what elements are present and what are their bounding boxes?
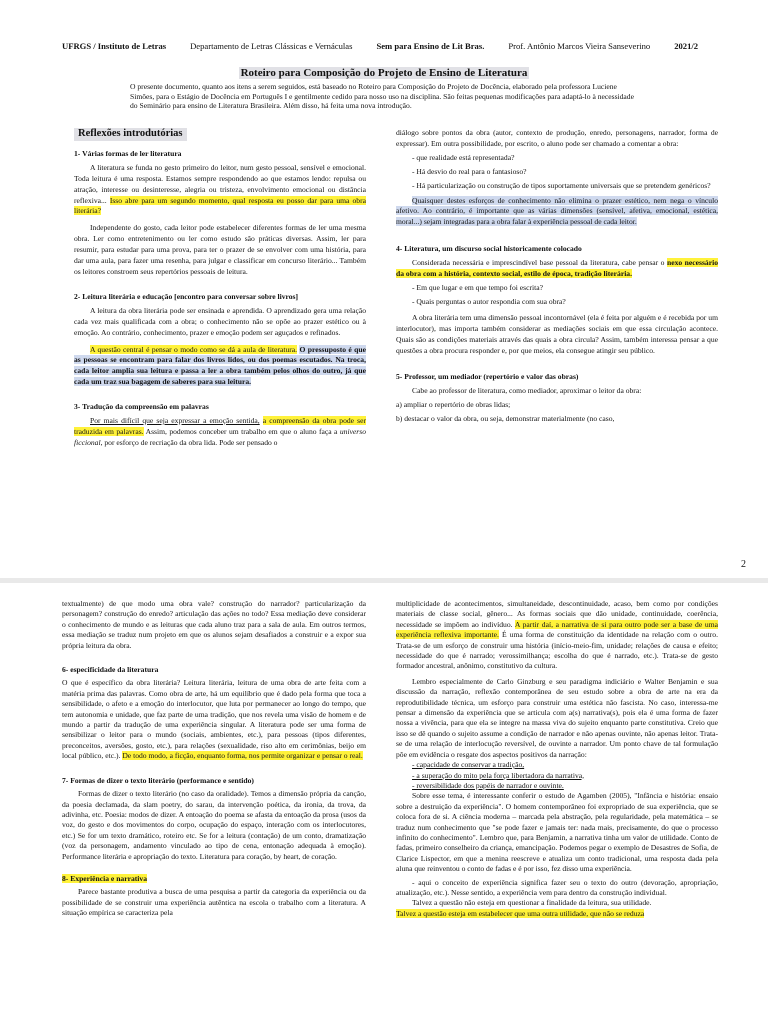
page2-right-column <box>396 599 718 919</box>
paragraph: - aqui o conceito de experiência significa fazer seu o texto do outro (devoração, apropriação, atualização, etc.). Nesse sentido, a experiência vem para dentro da construção individual. <box>396 877 718 897</box>
list-item: - Há particularização ou construção de tipos suportamente universais que se pretendem genéricos? <box>412 180 711 190</box>
paragraph: A obra literária tem uma dimensão pessoal incontornável (ela é feita por alguém e é recebida por um interlocutor), mas importa também considerar as mediações sociais em que essa circulação acontece. Quais são as condições materiais através das quais a obra circula? Assim, também interessa pensar a que questões a obra procura responder e, por que meios, ela consegue atingir seu público. <box>396 312 718 355</box>
list-item: - Há desvio do real para o fantasioso? <box>412 166 527 176</box>
heading-7: 7- Formas de dizer o texto literário (performance e sentido) <box>62 775 254 785</box>
list-item: - Em que lugar e em que tempo foi escrita? <box>412 282 543 292</box>
paragraph: diálogo sobre pontos da obra (autor, contexto de produção, enredo, personagens, narrador, forma de expressar). Em outra possibilidade, por escrito, o aluno pode ser chamado a comentar a obra: <box>396 128 718 148</box>
paragraph: textualmente) de que modo uma obra vale? construção do narrador? particularização da personagem? construção do enredo? articulação das ações no todo? Essa mediação deve considerar o conhecimento de mundo e as leituras que cada aluno traz para a sala de aula. Em outros termos, essa mediação se traduz num projeto em que os alunos sejam desafiados a construir e a expor sua própria leitura da obra. <box>62 599 366 650</box>
paragraph: Por mais difícil que seja expressar a emoção sentida, a compreensão da obra pode ser traduzida em palavras. Assim, podemos conceber um trabalho em que o aluno faça a universo ficcional, por esforço de recriação da obra lida. Pode ser pensado o <box>74 416 367 447</box>
paragraph: Considerada necessária e imprescindível base pessoal da literatura, cabe pensar o nexo necessário da obra com a história, contexto social, estilo de época, tradição literária. <box>396 258 718 279</box>
page1-right-column <box>396 128 718 425</box>
paragraph: Lembro especialmente de Carlo Ginzburg e seu paradigma indiciário e Walter Benjamin e sua discussão da narração, reflexão contemporânea de seu estudo sobre a obra de arte na era da reprodutibilidade técnica, um esforço para construir uma estética não fascista. No caso, interessa-me pensar a dimensão da experiência que se articula com a(s) narrativa(s), pois ela é uma forma de fazer nossa a vivência, para que ela se integre na massa viva do sujeito enquanto parte constitutiva. Creio que isso se dê quando o sujeito assume a condição de narrador e não apenas ouvinte, não apenas leitor. Trata-se de uma relação de interlocução reversível, de ouvinte a narrador. Um ponto chave de tal formulação põe em evidência o resgate dos aspectos positivos da narração: <box>396 676 718 759</box>
paragraph: Talvez a questão esteja em estabelecer que uma outra utilidade, que não se reduza <box>396 908 645 918</box>
section-heading: Reflexões introdutórias <box>74 128 187 141</box>
header-professor: Prof. Antônio Marcos Vieira Sanseverino <box>508 41 651 51</box>
paragraph: A literatura se funda no gesto primeiro do leitor, num gesto pessoal, sensível e emocional. Toda leitura é uma resposta. Estamos sempre respondendo ao que estamos lendo: repulsa ou atração, interesse ou desinteresse, alegria ou tristeza, envolvimento emocional ou distância reflexiva... Isso abre para um segundo momento, qual resposta eu posso dar para uma obra literária? <box>74 162 366 216</box>
page2-left-column <box>62 599 366 919</box>
page-number: 2 <box>741 559 746 570</box>
list-item: a) ampliar o repertório de obras lidas; <box>396 400 511 410</box>
header-course: Sem para Ensino de Lit Bras. <box>376 41 485 51</box>
list-item: b) destacar o valor da obra, ou seja, demonstrar materialmente (no caso, <box>396 414 615 424</box>
list-item: - a superação do mito pela força libertadora da narrativa, <box>412 770 585 780</box>
paragraph: A leitura da obra literária pode ser ensinada e aprendida. O aprendizado gera uma relação cada vez mais qualificada com a obra; o conhecimento não se opõe ao prazer estético ou à emoção. Ao contrário, conhecimento, prazer e emoção podem ser aguçados e refinados. <box>74 305 366 337</box>
paragraph: Cabe ao professor de literatura, como mediador, aproximar o leitor da obra: <box>412 386 642 396</box>
page-2 <box>0 583 768 1024</box>
paragraph: O que é específico da obra literária? Leitura literária, leitura de uma obra de arte feita com a matéria prima das palavras. Como obra de arte, há um equilíbrio que é dado pela forma que toca a sensibilidade, o afeto e a emoção do interlocutor, que luta por permanecer ao longo do tempo, que tem autonomia e unidade, que faz parte de uma tradição, que nos revela uma visão de homem e de mundo a partir da tradução de uma experiência singular. A literatura pode ser uma forma de sensibilizar o leitor para o mundo (sociais, ambientes, etc.), para pessoas (tipos diferentes, preconceitos, aversões, gosto, etc.), para relações (sexualidade, riso alto em cerimônias, beijo em local público, etc.). De todo modo, a ficção, enquanto forma, nos permite organizar e pensar o real. <box>62 678 366 761</box>
page1-left-column <box>74 128 366 449</box>
list-item: - que realidade está representada? <box>412 152 515 162</box>
list-item: - reversibilidade dos papéis de narrador e ouvinte. <box>412 780 564 790</box>
document-title: Roteiro para Composição do Projeto de Ensino de Literatura <box>240 67 528 79</box>
paragraph: Independente do gosto, cada leitor pode estabelecer diferentes formas de ler uma mesma obra. Ler como entretenimento ou ler como estudo são práticas diversas. Assim, ler para resumir, para estudar para uma prova, para ter o prazer de se envolver com uma história, para dar uma aula, para fazer uma resenha, para julgar e classificar em concurso literário... Também os leitores constroem seus repertórios pessoais de leitura. <box>74 223 366 276</box>
heading-5: 5- Professor, um mediador (repertório e valor das obras) <box>396 372 579 382</box>
heading-2: 2- Leitura literária e educação [encontro para conversar sobre livros] <box>74 291 299 301</box>
heading-8: 8- Experiência e narrativa <box>62 873 147 883</box>
heading-3: 3- Tradução da compreensão em palavras <box>74 402 209 412</box>
paragraph: Formas de dizer o texto literário (no caso da oralidade). Temos a dimensão própria da canção, da poesia declamada, da slam poetry, do sarau, da intervenção poética, da ironia, da trova, da adivinha, etc. Poesia: modos de dizer. A entoação do poema se afasta da entoação da prosa (usos da voz, do gesto e dos movimentos do corpo, ocupação do espaço, interação com os interlocutores, etc.) Se for um texto dramático, roteiro etc. Se for a leitura (contação) de um conto, dramatização (voz da personagem, andamento vinculado ao tipo de cena, entonação adequada à emoção). Performance literária e apropriação do texto. Literatura para coração, by heart, de coração. <box>62 789 366 861</box>
header-institution: UFRGS / Instituto de Letras <box>62 41 167 51</box>
paragraph: Parece bastante produtiva a busca de uma pesquisa a partir da categoria da experiência ou da possibilidade de se construir uma experiência autêntica na escola o trabalho com a literatura. A situação empírica se caracteriza pela <box>62 887 366 918</box>
heading-6: 6- especificidade da literatura <box>62 665 159 675</box>
list-item: - Quais perguntas o autor respondia com sua obra? <box>412 296 566 306</box>
list-item: - capacidade de conservar a tradição, <box>412 760 525 770</box>
paragraph: Talvez a questão não esteja em questionar a finalidade da leitura, sua utilidade. <box>412 898 652 908</box>
paragraph: multiplicidade de acontecimentos, simultaneidade, descontinuidade, acaso, bem como por condições materiais de classe social, gênero... As formas sociais que dão unidade, continuidade, coerência, necessidade se impõem ao indivíduo. A partir daí, a narrativa de si para outro pode ser a base de uma experiência reflexiva importante. É uma forma de constituição da identidade na relação com o outro. Trata-se de um esforço de construir uma história (início-meio-fim, unidade; relações de causa e efeito; necessidade do que é narrado; verossimilhança; escolha do que é narrado, etc.). Trata-se de gesto formador ancestral, anônimo, constitutivo da cultura. <box>396 599 718 671</box>
header-term: 2021/2 <box>674 41 699 51</box>
header-department: Departamento de Letras Clássicas e Vernáculas <box>190 41 353 51</box>
intro-paragraph: O presente documento, quanto aos itens a serem seguidos, está baseado no Roteiro para Composição do Projeto de Docência, elaborado pela professora Luciene Simões, para o Estágio de Docência em Português I e gentilmente cedido para nosso uso na disciplina. São feitas pequenas modificações para adaptá-lo à necessidade do Seminário para ensino de Literatura Brasileira. Além disso, há feita uma nova introdução. <box>130 82 634 111</box>
paragraph: Quaisquer destes esforços de conhecimento não elimina o prazer estético, nem nega o vínculo afetivo. Ao contrário, é importante que as várias dimensões (sensível, afetiva, emocional, estética, moral...) sejam integradas para a obra falar à experiência pessoal de cada leitor. <box>396 195 718 227</box>
paragraph: Sobre esse tema, é interessante conferir o estudo de Agamben (2005), "Infância e história: ensaio sobre a destruição da experiência". O homem contemporâneo foi expropriado de sua experiência, que se coloca fora de si. A ciência moderna – marcada pela abstração, pela regularidade, pela matemática – se traduz num conhecimento que "se pode fazer e jamais ter: nada mais, precisamente, do que o processo infinito do conhecimento". Lembro que, para Benjamin, a narrativa tinha um valor de utilidade. Conto de fadas, primeiro conselheiro da criança, emancipação. Podemos pegar o exemplo de Desastres de Sofia, de Clarice Lispector, em que a menina reescreve e atualiza um conto tradicional, uma resposta dada pela aluna que reinventou o conto de fadas e é por isso, fez disso uma experiência. <box>396 791 718 874</box>
heading-4: 4- Literatura, um discurso social historicamente colocado <box>396 244 582 254</box>
heading-1: 1- Várias formas de ler literatura <box>74 148 182 158</box>
paragraph: A questão central é pensar o modo como se dá a aula de literatura. O pressuposto é que as pessoas se encontram para falar dos livros lidos, ou dos poemas escutados. Na troca, cada leitor amplia sua leitura e passa a ler a obra também pelos olhos do outro, já que cada um traz sua bagagem de saberes para sua leitura. <box>74 344 366 387</box>
page-header <box>62 41 738 51</box>
